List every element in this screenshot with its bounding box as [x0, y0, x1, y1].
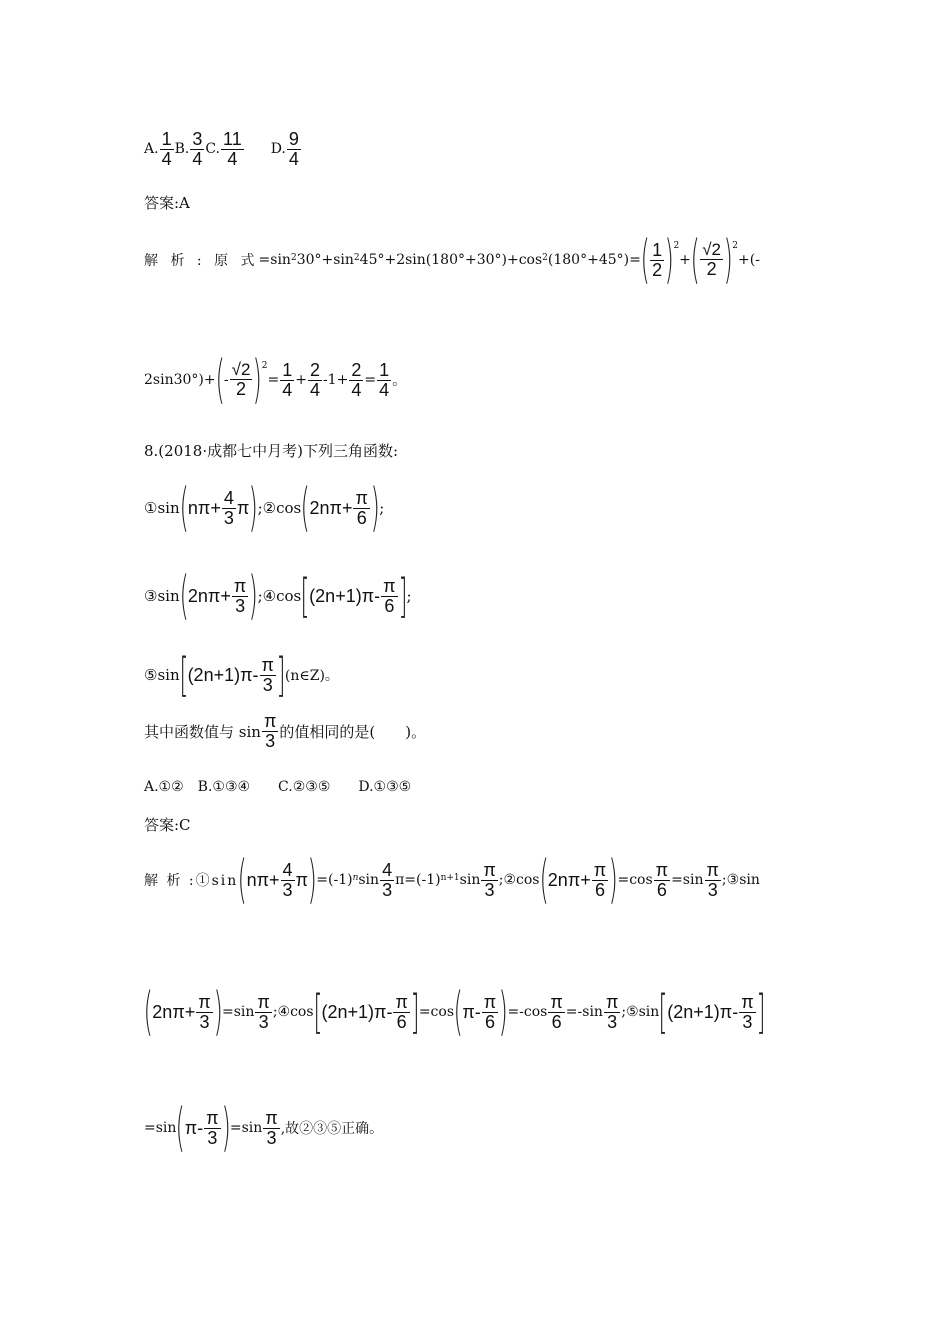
- expr-text: 2nπ+: [547, 869, 591, 890]
- q7-solution-line1: 解 析 : 原 式 =sin $^2$ 30°+sin $^2$ 45°+2sin(180°+30°)+cos $^2$ (180°+45°)= ( $\frac{1}{2}$ ) $^2$ + ( $\frac{√2}{2}$ ) $^2$ +(-: [144, 230, 760, 290]
- left-paren: (: [453, 982, 463, 1042]
- frac-pi-6: $\frac{\pi}{6}$: [383, 575, 396, 616]
- condition-text: (n∈Z)。: [284, 668, 339, 684]
- frac-pi-3: $\frac{\pi}{3}$: [265, 1107, 278, 1148]
- conclusion-text: ,故②③⑤正确。: [280, 1121, 384, 1137]
- q8-items-3-4: [144, 566, 412, 626]
- expr-text: =sin: [258, 252, 291, 268]
- expr-text: 45°+2sin(180°+30°)+cos: [359, 252, 543, 268]
- item-4-label: ;④cos: [257, 587, 302, 605]
- frac-pi-3: $\frac{\pi}{3}$: [483, 859, 496, 900]
- expr-text: (2n+1)π-: [321, 1001, 393, 1022]
- frac-pi-3: $\frac{\pi}{3}$: [706, 859, 719, 900]
- left-bracket: [: [658, 985, 668, 1039]
- sqrt2-over-2-frac: $\frac{√2}{2}$: [231, 360, 251, 399]
- left-paren: (: [176, 1098, 186, 1158]
- left-paren: (: [300, 478, 310, 538]
- expr-text: =sin: [229, 1120, 263, 1136]
- q8-solution-row1: [144, 850, 760, 910]
- exponent: 2: [673, 241, 680, 251]
- right-paren: ): [723, 230, 733, 290]
- half-frac: $\frac{1}{2}$: [652, 239, 663, 280]
- q8-solution-row2: ( 2nπ+ $\frac{\pi}{3}$ ) =sin $\frac{\pi}{3}$ ;④cos [ (2n+1)π- $\frac{\pi}{6}$ ] =cos ( π - $\frac{\pi}{6}$ ) =-cos $\frac{\pi}{6}$ =-sin $\frac{\pi}{3}$ ;⑤sin [ (2n+1)π- $\frac{\pi}{3}$ ]: [143, 982, 766, 1042]
- right-paren: ): [248, 566, 258, 626]
- expr-text: =sin: [671, 872, 704, 888]
- expr-text: 2nπ+: [152, 1001, 196, 1022]
- q8-item-5: [144, 648, 339, 702]
- frac-pi-6: $\frac{\pi}{6}$: [655, 859, 669, 900]
- frac-4-3: $\frac{4}{3}$: [382, 859, 393, 900]
- pi-symbol: π: [184, 1117, 198, 1138]
- expr-text: =(-1): [316, 872, 353, 888]
- left-paren: (: [640, 230, 650, 290]
- question-text: 的值相同的是( )。: [279, 722, 427, 741]
- exponent: n: [352, 873, 359, 883]
- left-paren: (: [179, 478, 189, 538]
- right-bracket: ]: [410, 985, 420, 1039]
- q8-question: [144, 712, 426, 751]
- expr-text: (2n+1)π-: [187, 664, 259, 685]
- expr-text: ;③sin: [721, 872, 760, 888]
- frac-pi-6: $\frac{\pi}{6}$: [395, 991, 408, 1032]
- pi-symbol: π: [236, 497, 250, 518]
- right-paren: ): [370, 478, 380, 538]
- frac-pi-3: $\frac{\pi}{3}$: [605, 991, 619, 1032]
- expr-text: π=(-1): [395, 872, 441, 888]
- expr-text: =-sin: [565, 1004, 603, 1020]
- item-5-label: ⑤sin: [144, 666, 180, 684]
- question-text: 其中函数值与 sin: [144, 722, 261, 741]
- right-bracket: ]: [756, 985, 766, 1039]
- expr-text: (2n+1)π-: [309, 585, 381, 606]
- expr-text: 30°+sin: [296, 252, 354, 268]
- right-paren: ): [253, 350, 263, 410]
- frac-pi-6: $\frac{\pi}{6}$: [483, 991, 497, 1032]
- frac-pi-3: $\frac{\pi}{3}$: [206, 1107, 219, 1148]
- right-paren: ): [248, 478, 259, 538]
- right-paren: ): [608, 850, 618, 910]
- expr-text: sin: [459, 872, 481, 888]
- sqrt2-over-2-frac: $\frac{√2}{2}$: [702, 240, 721, 279]
- answer-text: 答案:C: [144, 816, 191, 834]
- left-paren: (: [215, 350, 225, 410]
- answer-text: 答案:A: [144, 194, 190, 212]
- frac-pi-3: $\frac{\pi}{3}$: [261, 654, 274, 695]
- frac-2-4: $\frac{2}{4}$: [309, 359, 320, 400]
- right-paren: ): [221, 1098, 231, 1158]
- frac-4-3: $\frac{4}{3}$: [223, 487, 234, 528]
- expr-text: sin: [358, 872, 380, 888]
- exponent: 2: [290, 253, 297, 263]
- frac-2-4: $\frac{2}{4}$: [351, 359, 362, 400]
- item-2-label: ;②cos: [257, 499, 302, 517]
- q7-solution-line2: 2sin30°)+ ( - $\frac{√2}{2}$ ) $^2$ = $\frac{1}{4}$ + $\frac{2}{4}$ -1+ $\frac{2}{4}$ = $\frac{1}{4}$ 。: [144, 350, 407, 410]
- frac-pi-3: $\frac{\pi}{3}$: [233, 575, 247, 616]
- expr-text: =-cos: [507, 1004, 548, 1020]
- q8-title: [144, 440, 398, 461]
- right-paren: ): [498, 982, 508, 1042]
- options-text: A.①② B.①③④ C.②③⑤ D.①③⑤: [144, 779, 412, 795]
- expr-text: ;②cos: [498, 872, 540, 888]
- solution-label: 解 析 :①sin: [144, 873, 239, 889]
- expr-text: =sin: [144, 1120, 177, 1136]
- expr-text: =cos: [418, 1004, 455, 1020]
- right-paren: ): [307, 850, 317, 910]
- exponent: 2: [261, 361, 268, 371]
- left-bracket: [: [300, 569, 310, 623]
- q7-options: [144, 130, 302, 169]
- left-paren: (: [539, 850, 549, 910]
- expr-text: (180°+45°)=: [547, 252, 641, 268]
- frac-4-3: $\frac{4}{3}$: [282, 859, 293, 900]
- left-bracket: [: [179, 648, 189, 702]
- semicolon: ;: [406, 587, 412, 605]
- left-bracket: [: [313, 985, 323, 1039]
- option-c-label: C.: [205, 141, 221, 158]
- pi-symbol: π: [295, 869, 308, 890]
- q8-solution-row3: =sin ( π - $\frac{\pi}{3}$ ) =sin $\frac{\pi}{3}$ ,故②③⑤正确。: [144, 1098, 384, 1158]
- expr-text: nπ+: [187, 497, 221, 518]
- expr-text: 2sin30°)+: [144, 372, 216, 388]
- expr-text: ;④cos: [272, 1004, 314, 1020]
- left-paren: (: [179, 566, 189, 626]
- expr-text: 2nπ+: [309, 497, 353, 518]
- left-paren: (: [237, 850, 248, 910]
- frac-1-4: $\frac{1}{4}$: [282, 359, 293, 400]
- expr-text: 2nπ+: [187, 585, 231, 606]
- left-paren: (: [143, 982, 153, 1042]
- frac-1-4: $\frac{1}{4}$: [379, 359, 390, 400]
- option-c-frac: $\frac{11}{4}$: [223, 129, 242, 169]
- exponent: 2: [542, 253, 548, 263]
- right-bracket: ]: [398, 569, 408, 623]
- solution-label: 解 析 : 原 式: [144, 253, 259, 269]
- option-d-label: D.: [270, 141, 286, 158]
- question-title: 8.(2018·成都七中月考)下列三角函数:: [144, 442, 399, 460]
- expr-text: ;⑤sin: [621, 1004, 660, 1020]
- q8-options: [144, 776, 411, 796]
- option-a-label: A.: [144, 141, 159, 158]
- option-a-frac: $\frac{1}{4}$: [161, 129, 172, 169]
- expr-text: nπ+: [246, 869, 280, 890]
- right-paren: ): [213, 982, 223, 1042]
- frac-pi-3: $\frac{\pi}{3}$: [198, 991, 211, 1032]
- item-3-label: ③sin: [144, 587, 180, 605]
- right-paren: ): [664, 230, 674, 290]
- exponent: 2: [353, 253, 360, 263]
- minus-sign: -: [223, 372, 229, 388]
- item-1-label: ①sin: [144, 499, 180, 517]
- expr-text: =sin: [221, 1004, 255, 1020]
- expr-text: (2n+1)π-: [667, 1001, 739, 1022]
- exponent: n+1: [440, 873, 460, 883]
- q8-items-1-2: [144, 478, 385, 538]
- left-paren: (: [690, 230, 700, 290]
- option-d-frac: $\frac{9}{4}$: [288, 129, 299, 169]
- period: 。: [392, 373, 407, 389]
- frac-pi-3: $\frac{\pi}{3}$: [263, 711, 277, 751]
- frac-pi-3: $\frac{\pi}{3}$: [741, 991, 754, 1032]
- semicolon: ;: [379, 499, 385, 517]
- q7-answer: [144, 192, 190, 213]
- right-bracket: ]: [276, 648, 286, 702]
- exponent: 2: [732, 241, 739, 251]
- option-b-frac: $\frac{3}{4}$: [192, 129, 203, 169]
- expr-text: =cos: [617, 872, 653, 888]
- option-b-label: B.: [174, 141, 190, 158]
- q8-answer: [144, 814, 191, 835]
- frac-pi-6: $\frac{\pi}{6}$: [355, 487, 368, 528]
- expr-text: -1+: [322, 372, 349, 388]
- frac-pi-6: $\frac{\pi}{6}$: [593, 859, 607, 900]
- frac-pi-3: $\frac{\pi}{3}$: [257, 991, 270, 1032]
- expr-text: +(-: [738, 252, 760, 268]
- frac-pi-6: $\frac{\pi}{6}$: [550, 991, 563, 1032]
- pi-symbol: π: [462, 1001, 475, 1022]
